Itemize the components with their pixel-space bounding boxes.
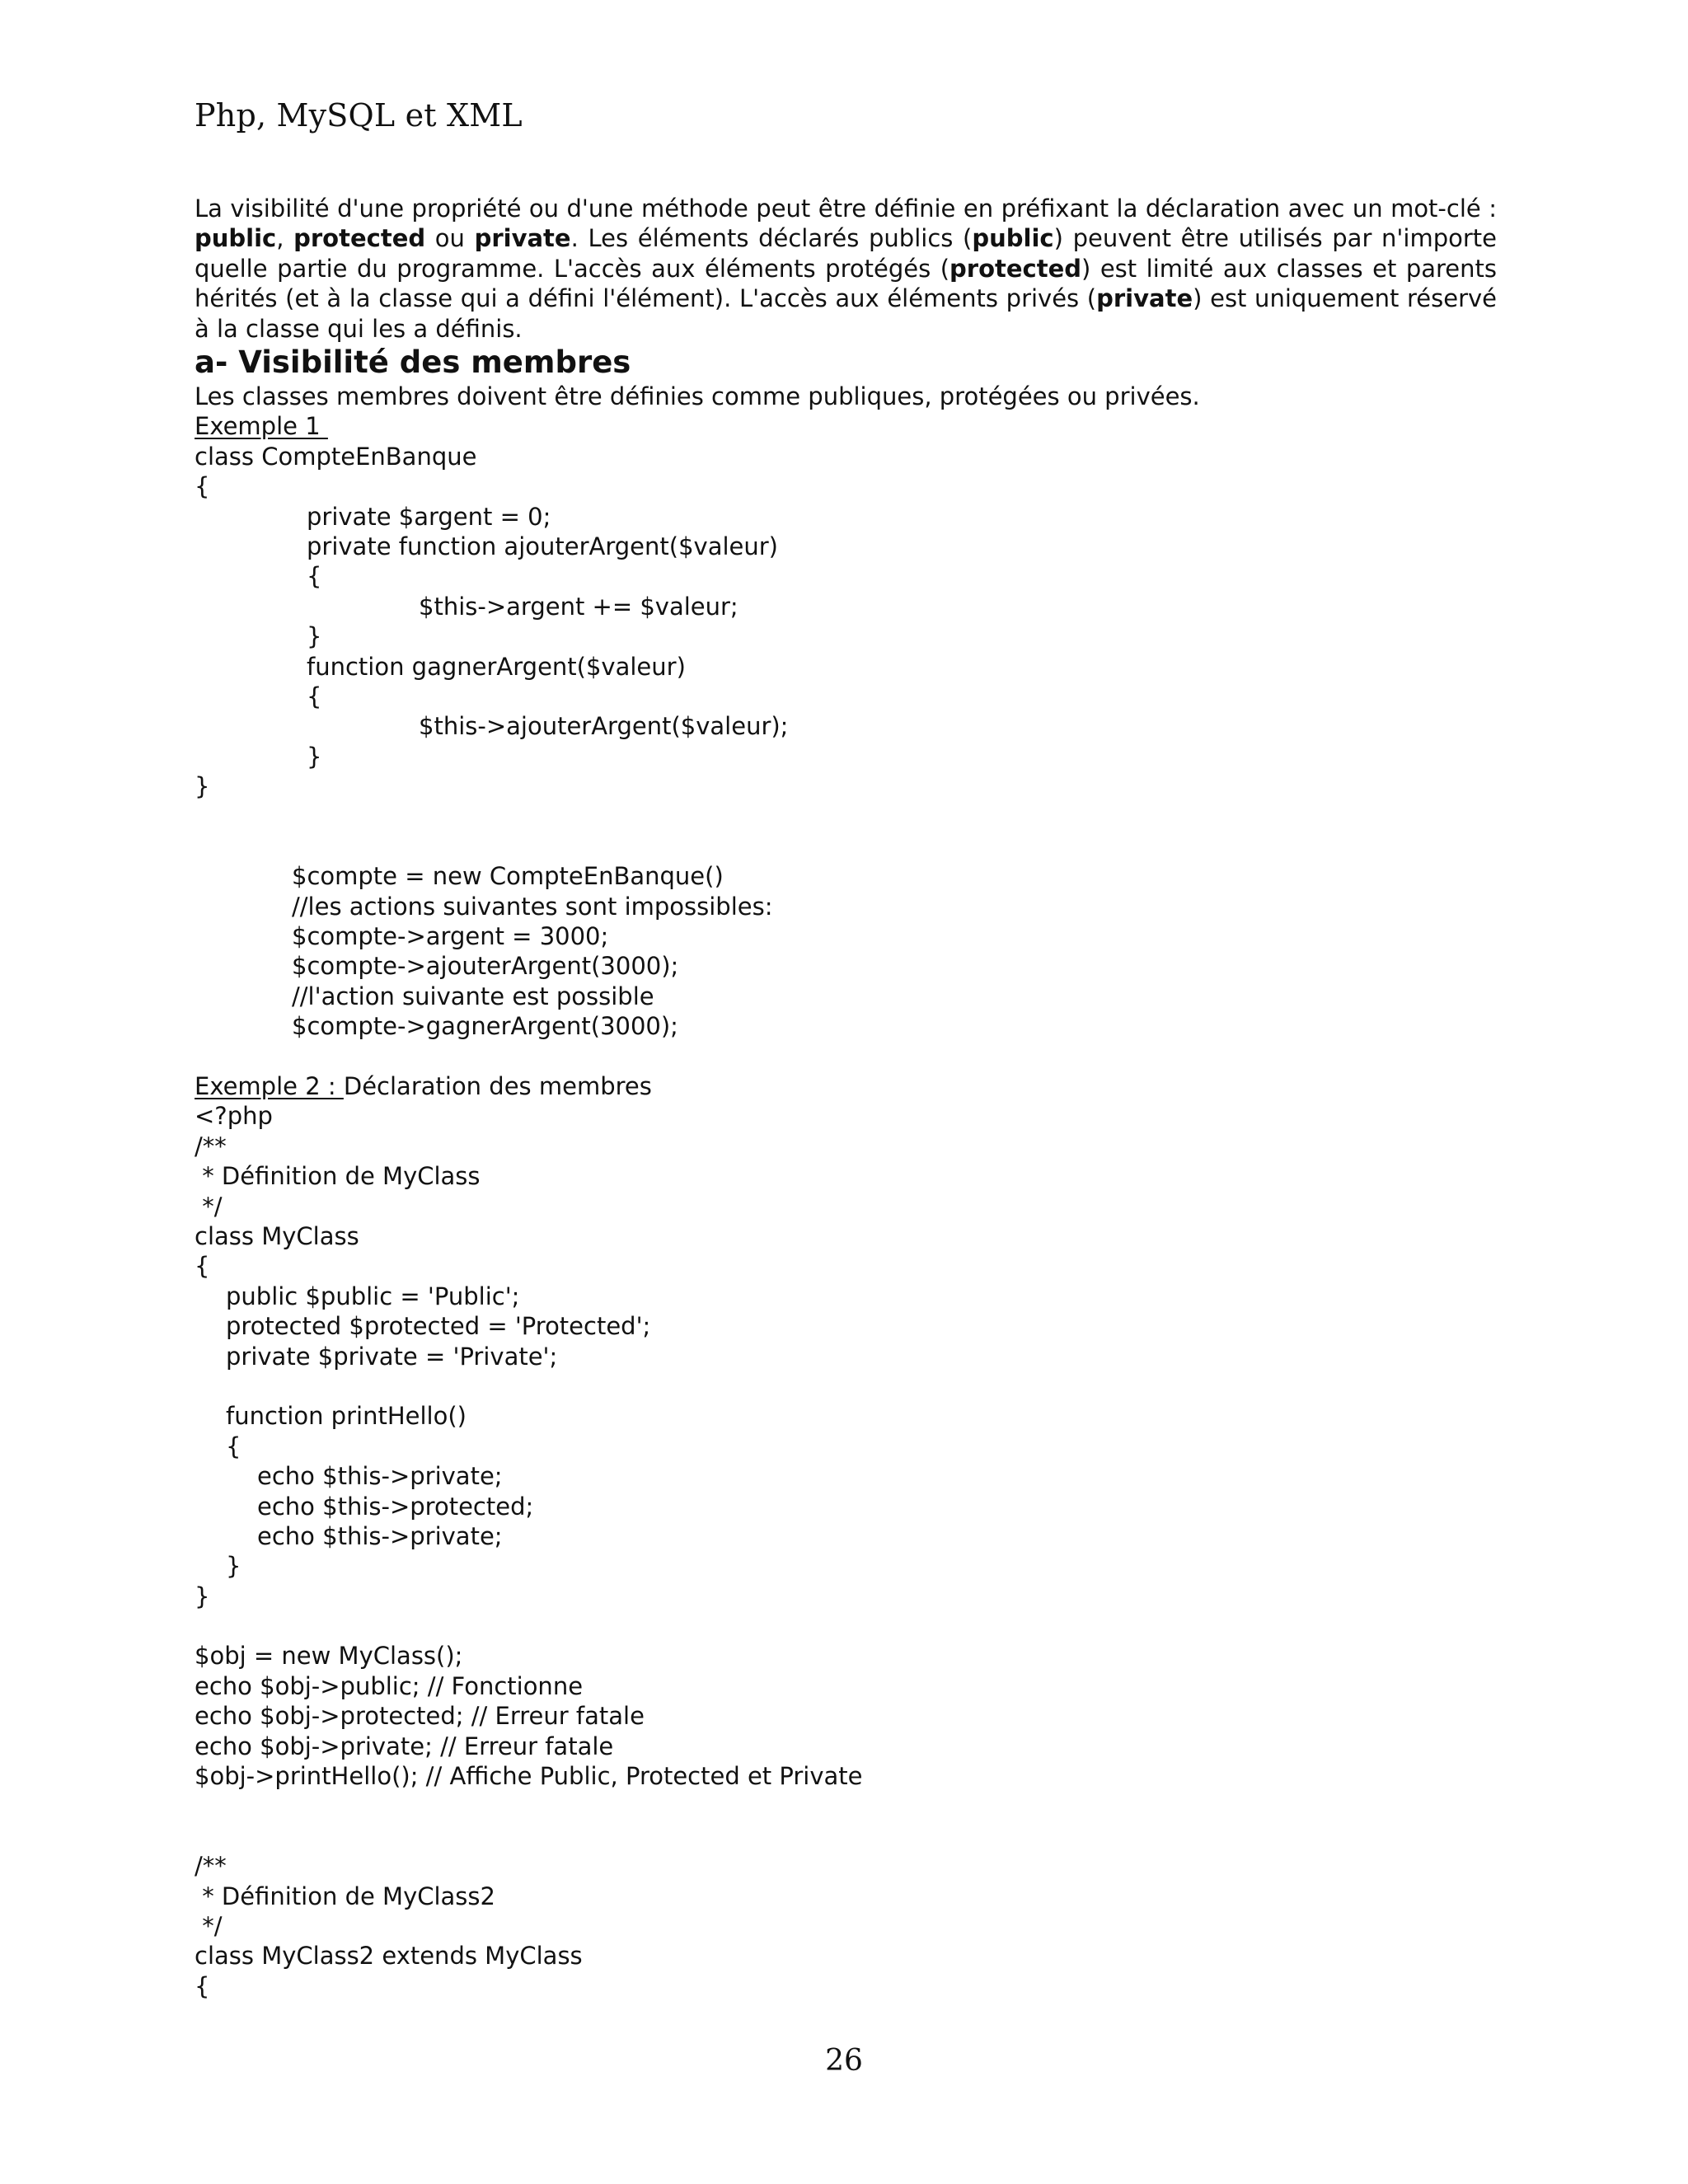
- code-line: echo $obj->protected; // Erreur fatale: [195, 1702, 645, 1731]
- intro-text: ) est limité aux classes et parents hérités (et à la classe qui a défini l'élément). L'accès aux éléments privés (: [195, 254, 1497, 313]
- intro-text: . Les éléments déclarés publics (: [570, 224, 973, 253]
- intro-text: ,: [276, 224, 294, 253]
- code-line: {: [195, 1252, 210, 1281]
- code-line: }: [195, 1582, 210, 1610]
- running-header: Php, MySQL et XML: [195, 97, 523, 134]
- code-line: echo $this->private;: [257, 1462, 503, 1491]
- section-heading: a- Visibilité des membres: [195, 344, 631, 381]
- code-line: * Définition de MyClass: [195, 1162, 481, 1191]
- code-line: public $public = 'Public';: [226, 1282, 520, 1310]
- code-line: {: [307, 682, 322, 710]
- code-line: echo $this->private;: [257, 1521, 503, 1550]
- code-line: private $argent = 0;: [307, 502, 551, 531]
- code-line: private function ajouterArgent($valeur): [307, 532, 778, 560]
- keyword-private: private: [474, 224, 571, 253]
- keyword-public: public: [972, 224, 1054, 253]
- blank-line: [195, 1791, 1497, 1821]
- example-2-label: [195, 1071, 1497, 1101]
- code-line: $compte->gagnerArgent(3000);: [292, 1012, 678, 1041]
- keyword-public: public: [195, 224, 277, 253]
- code-line: {: [226, 1432, 241, 1460]
- keyword-protected: protected: [950, 254, 1082, 283]
- code-line: //l'action suivante est possible: [292, 982, 654, 1010]
- keyword-private: private: [1096, 284, 1193, 313]
- keyword-protected: protected: [293, 224, 426, 253]
- code-line: protected $protected = 'Protected';: [226, 1312, 651, 1341]
- code-line: }: [307, 742, 322, 771]
- code-line: }: [226, 1552, 241, 1581]
- code-line: /**: [195, 1852, 227, 1881]
- example-label: Exemple 1: [195, 412, 328, 441]
- code-line: $compte->ajouterArgent(3000);: [292, 952, 679, 981]
- code-line: $compte->argent = 3000;: [292, 922, 609, 951]
- example-1-label: [195, 411, 1497, 441]
- code-line: private $private = 'Private';: [226, 1342, 558, 1371]
- code-line: }: [195, 772, 210, 801]
- code-line: /**: [195, 1132, 227, 1160]
- section-subtitle: Les classes membres doivent être définies comme publiques, protégées ou privées.: [195, 382, 1200, 411]
- code-line: {: [307, 562, 322, 591]
- example-title: Déclaration des membres: [343, 1072, 652, 1101]
- code-line: echo $obj->public; // Fonctionne: [195, 1671, 584, 1700]
- code-line: $this->ajouterArgent($valeur);: [419, 712, 789, 741]
- code-line: {: [195, 1971, 210, 2000]
- intro-paragraph: [195, 194, 1497, 344]
- code-line: */: [195, 1911, 223, 1940]
- code-line: echo $obj->private; // Erreur fatale: [195, 1732, 614, 1760]
- page-number: 26: [825, 2044, 863, 2078]
- code-line: function gagnerArgent($valeur): [307, 652, 686, 681]
- intro-text: ) peuvent être utilisés par n'importe quelle partie du programme. L'accès aux éléments protégés (: [195, 224, 1497, 283]
- page-content: [195, 194, 1497, 2001]
- intro-text: ) est uniquement réservé à la classe qui les a définis.: [195, 284, 1497, 343]
- code-line: */: [195, 1192, 223, 1221]
- spacer: [195, 802, 1497, 862]
- example-1-class-code: [195, 442, 1497, 802]
- blank-line: [195, 1371, 1497, 1401]
- code-line: class CompteEnBanque: [195, 442, 477, 471]
- code-line: * Définition de MyClass2: [195, 1882, 495, 1910]
- code-line: }: [307, 622, 322, 651]
- intro-text: ou: [425, 224, 475, 253]
- spacer: [195, 1042, 1497, 1071]
- code-line: class MyClass2 extends MyClass: [195, 1942, 583, 1971]
- code-line: $compte = new CompteEnBanque(): [292, 862, 724, 891]
- code-line: $obj = new MyClass();: [195, 1642, 463, 1671]
- code-line: function printHello(): [226, 1402, 467, 1431]
- blank-line: [195, 1611, 1497, 1641]
- code-line: class MyClass: [195, 1221, 359, 1250]
- example-label: Exemple 2 :: [195, 1072, 344, 1101]
- code-line: $obj->printHello(); // Affiche Public, Protected et Private: [195, 1762, 863, 1791]
- blank-line: [195, 1821, 1497, 1851]
- code-line: <?php: [195, 1102, 273, 1131]
- code-line: $this->argent += $valeur;: [419, 592, 738, 621]
- example-1-usage-code: [195, 861, 1497, 1041]
- code-line: echo $this->protected;: [257, 1492, 534, 1521]
- code-line: //les actions suivantes sont impossibles:: [292, 892, 773, 921]
- code-line: {: [195, 472, 210, 501]
- intro-text: La visibilité d'une propriété ou d'une méthode peut être définie en préfixant la déclaration avec un mot-clé :: [195, 194, 1497, 223]
- example-2-code: [195, 1101, 1497, 2001]
